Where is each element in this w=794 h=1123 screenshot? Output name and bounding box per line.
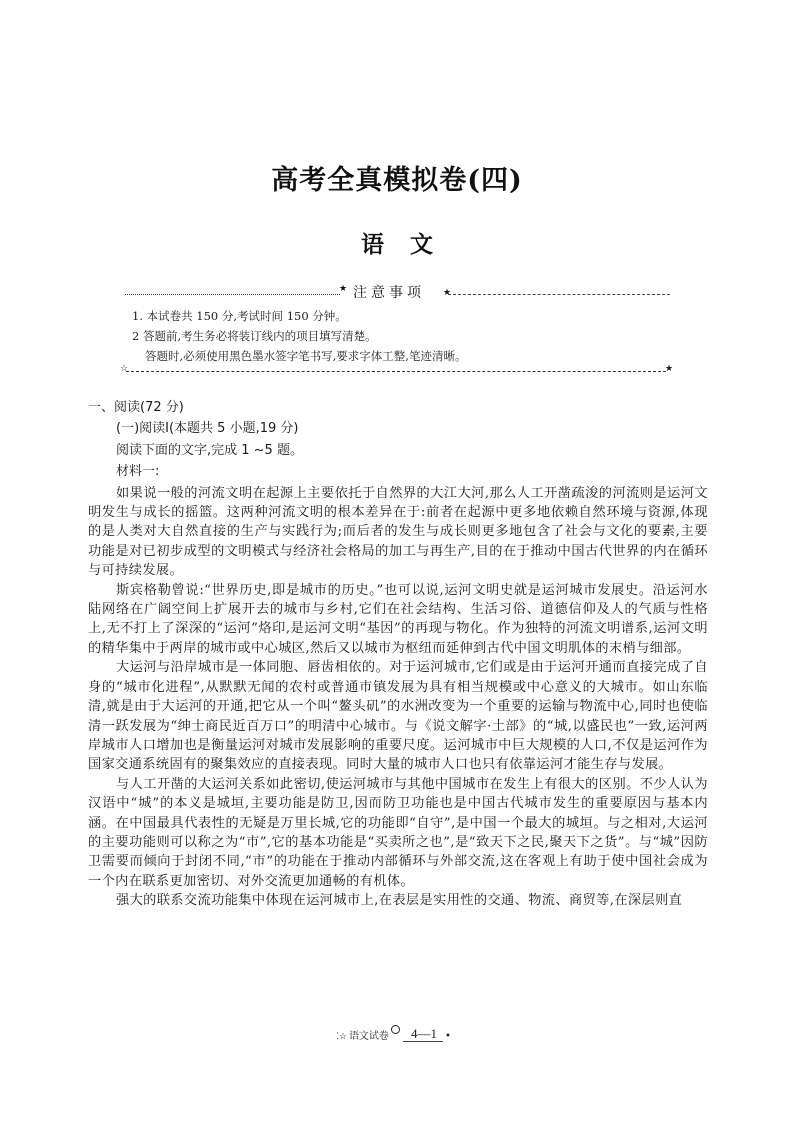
reading-section [88, 398, 708, 911]
subject-char: 文 [410, 231, 433, 258]
instruction: 阅读下面的文字,完成 1 ~5 题。 [116, 442, 303, 458]
material-label: 材料一: [116, 464, 160, 480]
notice-heading: 注意事项 [353, 285, 425, 301]
paragraph: 与人工开凿的大运河关系如此密切,使运河城市与其他中国城市在发生上有很大的区别。不少人认为汉语中“城”的本义是城垣,主要功能是防卫,因而防卫功能也是中国古代城市发生的重要原因与基本内涵。在中国最具代表性的无疑是万里长城,它的功能即“自守”,是中国一个最大的城垣。与之相对,大运河的主要功能则可以称之为“市”,它的基本功能是“买卖所之也”,是“致天下之民,聚天下之货”。与“城”因防卫需要而倾向于封闭不同,“市”的功能在于推动内部循环与外部交流,这在客观上有助于使中国社会成为一个内在联系更加密切、对外交流更加通畅的有机体。 [88, 776, 708, 889]
subject-title [0, 226, 794, 259]
subsection-title: (一)阅读Ⅰ(本题共 5 小题,19 分) [116, 421, 299, 437]
dots-decoration-icon: ⁚☆ [336, 1032, 347, 1042]
seal-icon [391, 1025, 400, 1034]
notice-item: 2 答题前,考生务必将装订线内的项目填写清楚。 [132, 329, 377, 343]
star-outline-icon: ☆ [120, 364, 129, 374]
notice-heading-bar [125, 282, 670, 304]
page-number: 4—1 [403, 1026, 443, 1042]
notice-list [132, 306, 672, 366]
paragraph: 斯宾格勒曾说:“世界历史,即是城市的历史。”也可以说,运河文明史就是运河城市发展史。沿运河水陆网络在广阔空间上扩展开去的城市与乡村,它们在社会结构、生活习俗、道德信仰及人的气质与性格上,无不打上了深深的“运河”烙印,是运河文明“基因”的再现与物化。作为独特的河流文明谱系,运河文明的精华集中于两岸的城市或中心城区,然后又以城市为枢纽而延伸到古代中国文明肌体的末梢与细部。 [88, 582, 708, 656]
notice-item: 答题时,必须使用黑色墨水签字笔书写,要求字体工整,笔迹清晰。 [145, 349, 467, 363]
subject-char: 语 [361, 231, 384, 258]
paragraph: 如果说一般的河流文明在起源上主要依托于自然界的大江大河,那么人工开凿疏浚的河流则是运河文明发生与成长的摇篮。这两种河流文明的根本差异在于:前者在起源中更多地依赖自然环境与资源,体现的是人类对大自然直接的生产与实践行为;而后者的发生与成长则更多地包含了社会与文化的要素,主要功能是对已初步成型的文明模式与经济社会格局的加工与再生产,目的在于推动中国古代世界的内在循环与可持续发展。 [88, 485, 708, 579]
star-icon: ★ [443, 288, 452, 298]
notice-footer-bar [120, 364, 674, 377]
page-footer [336, 1022, 451, 1042]
footer-label: 语文试卷 [348, 1031, 389, 1042]
dot-icon: • [444, 1031, 451, 1042]
section-title: 一、阅读(72 分) [88, 400, 184, 415]
exam-title: 高考全真模拟卷(四) [271, 165, 523, 196]
star-icon: ★ [665, 364, 674, 374]
divider [448, 294, 670, 295]
notice-item: 1. 本试卷共 150 分,考试时间 150 分钟。 [132, 309, 347, 323]
paragraph: 强大的联系交流功能集中体现在运河城市上,在表层是实用性的交通、物流、商贸等,在深层则直 [116, 893, 683, 909]
star-icon: ★ [339, 284, 348, 294]
divider [125, 294, 340, 295]
divider [126, 371, 666, 372]
paragraph: 大运河与沿岸城市是一体同胞、唇齿相依的。对于运河城市,它们或是由于运河开通而直接完成了自身的“城市化进程”,从默默无闻的农村或普通市镇发展为具有相当规模或中心意义的大城市。如山东临清,就是由于大运河的开通,把它从一个叫“鳌头矶”的水洲改变为一个重要的运输与物流中心,同时也使临清一跃发展为“绅士商民近百万口”的明清中心城市。与《说文解字·土部》的“城,以盛民也”一致,运河两岸城市人口增加也是衡量运河对城市发展影响的重要尺度。运河城市中巨大规模的人口,不仅是运河作为国家交通系统固有的聚集效应的直接表现。同时大量的城市人口也只有依靠运河才能生存与发展。 [88, 660, 708, 773]
